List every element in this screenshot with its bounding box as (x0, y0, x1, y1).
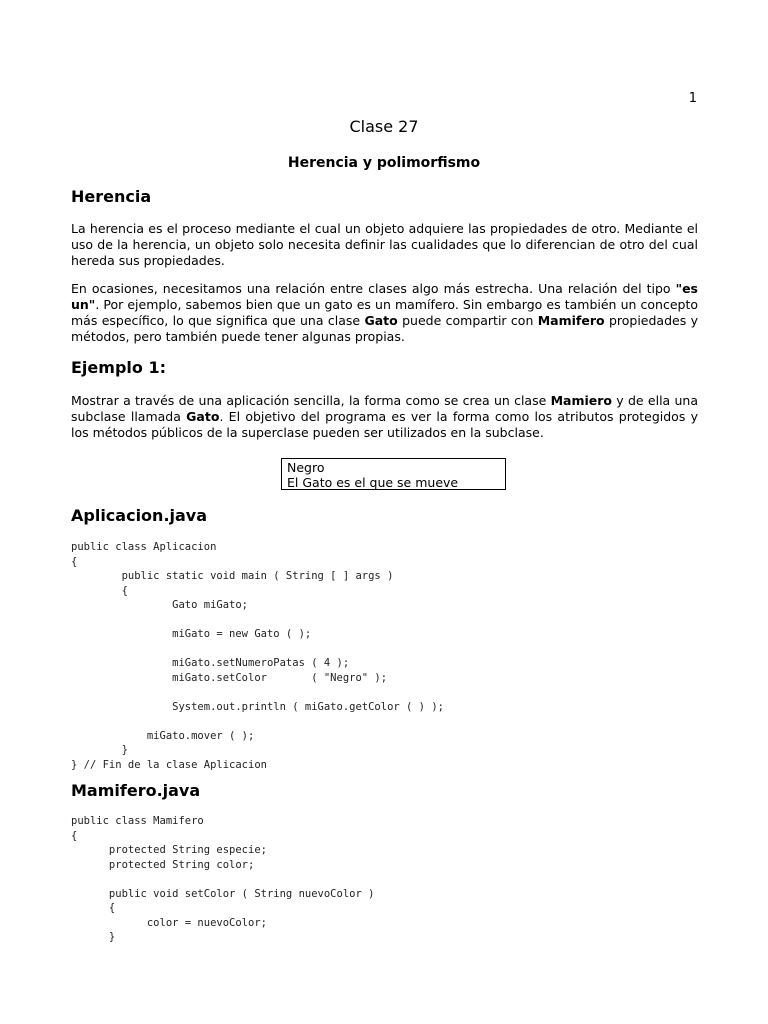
text-run: En ocasiones, necesitamos una relación entre clases algo más estrecha. Una relación del tipo (71, 281, 676, 296)
text-run: Mostrar a través de una aplicación sencilla, la forma como se crea un clase (71, 393, 551, 408)
heading-aplicacion-java: Aplicacion.java (71, 506, 208, 525)
text-run: . El objetivo del programa es ver la forma como los atributos protegidos y los métodos públicos de la superclase pueden ser utilizados en la subclase. (71, 409, 699, 440)
bold-es-un: "es un" (71, 281, 698, 312)
code-block-mamifero: public class Mamifero { protected String especie; protected String color; public void setColor ( String nuevoColor ) { color = nuevoColor; } (71, 815, 375, 943)
bold-gato: Gato (186, 409, 220, 424)
program-output-box (281, 458, 506, 490)
document-title: Clase 27 (349, 117, 419, 136)
paragraph-herencia-2 (71, 281, 698, 345)
text-run: y de ella una subclase llamada (71, 393, 698, 424)
bold-mamiero: Mamiero (550, 393, 613, 408)
paragraph-ejemplo-1 (71, 393, 698, 441)
text-run: . Por ejemplo, sabemos bien que un gato es un mamífero. Sin embargo es también un concepto más específico, lo que significa que una clase (71, 297, 698, 328)
heading-ejemplo-1: Ejemplo 1: (71, 358, 166, 377)
text-run: puede compartir con (397, 313, 538, 328)
code-block-aplicacion: public class Aplicacion { public static void main ( String [ ] args ) { Gato miGato; miGato = new Gato ( ); miGato.setNumeroPatas ( 4 ); miGato.setColor ( "Negro" ); System.out.println ( miGato.getColor ( ) ); miGato.mover ( ); } } // Fin de la clase Aplicacion (71, 541, 444, 771)
document-subtitle: Herencia y polimorfismo (287, 155, 481, 171)
paragraph-herencia-1: La herencia es el proceso mediante el cual un objeto adquiere las propiedades de otro. Mediante el uso de la herencia, un objeto solo necesita definir las cualidades que lo diferencian de otro del cual hereda sus propiedades. (71, 221, 698, 268)
output-line: El Gato es el que se mueve (287, 475, 459, 490)
bold-mamifero: Mamifero (537, 313, 605, 328)
page-number: 1 (688, 91, 697, 106)
output-line: Negro (287, 460, 325, 475)
text-run: propiedades y métodos, pero también puede tener algunas propias. (71, 313, 698, 344)
heading-herencia: Herencia (71, 187, 152, 206)
heading-mamifero-java: Mamifero.java (71, 781, 201, 800)
bold-gato: Gato (364, 313, 398, 328)
